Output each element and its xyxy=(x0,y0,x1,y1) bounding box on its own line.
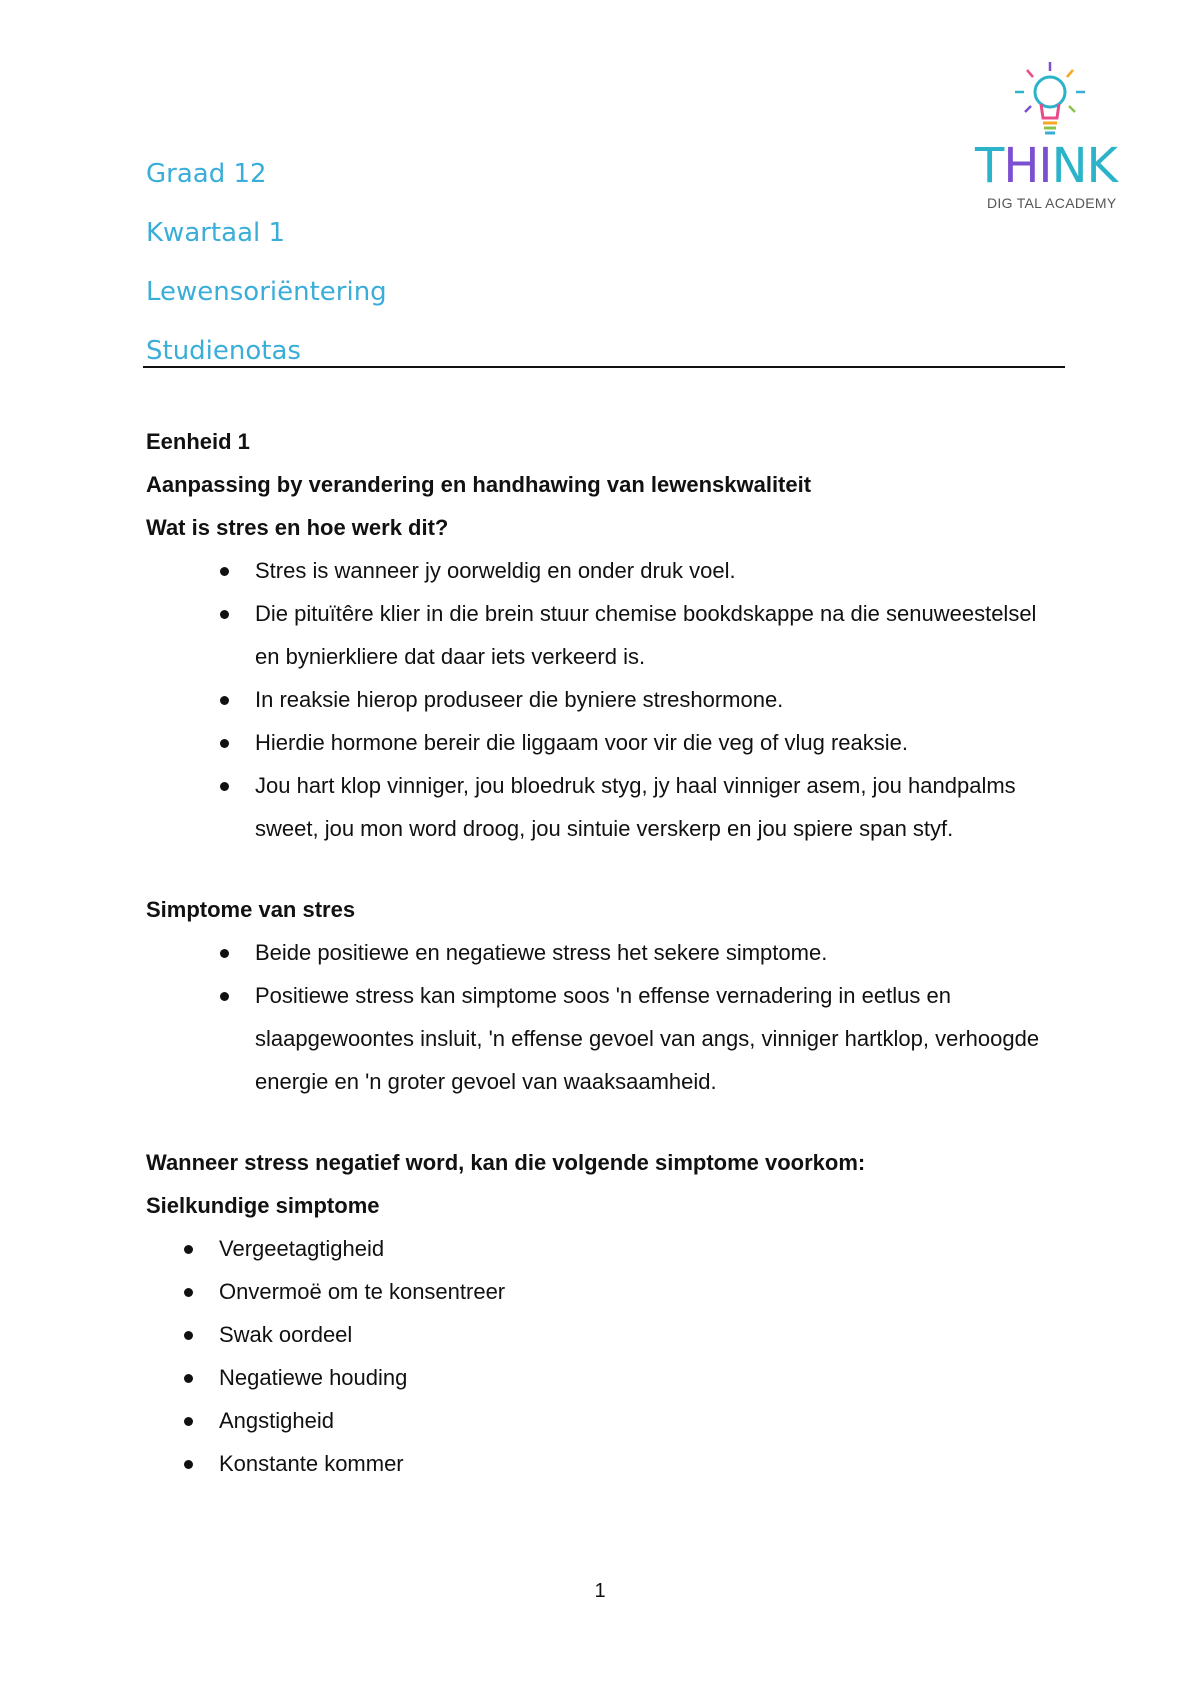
section-question: Wat is stres en hoe werk dit? xyxy=(146,515,449,540)
list-item: Stres is wanneer jy oorweldig en onder druk voel. xyxy=(146,549,1066,592)
list-item: Negatiewe houding xyxy=(146,1356,1066,1399)
unit-subtitle: Aanpassing by verandering en handhawing van lewenskwaliteit xyxy=(146,472,812,497)
header-subject: Lewensoriëntering xyxy=(146,277,387,307)
think-digital-academy-logo xyxy=(975,60,1145,220)
list-item: Angstigheid xyxy=(146,1399,1066,1442)
list-item: Jou hart klop vinniger, jou bloedruk styg, jy haal vinniger asem, jou handpalms sweet, jou mon word droog, jou sintuie verskerp en jou spiere span styf. xyxy=(146,764,1066,850)
list-item: Hierdie hormone bereir die liggaam voor vir die veg of vlug reaksie. xyxy=(146,721,1066,764)
symptoms-list xyxy=(146,931,1066,1103)
list-item: Onvermoë om te konsentreer xyxy=(146,1270,1066,1313)
negative-stress-heading: Wanneer stress negatief word, kan die volgende simptome voorkom: xyxy=(146,1150,866,1175)
header-divider xyxy=(143,366,1065,368)
list-item: Positiewe stress kan simptome soos 'n effense vernadering in eetlus en slaapgewoontes insluit, 'n effense gevoel van angs, vinniger hartklop, verhoogde energie en 'n groter gevoel van waaksaamheid. xyxy=(146,974,1066,1103)
unit-title: Eenheid 1 xyxy=(146,429,250,454)
document-header xyxy=(146,145,387,381)
list-item: Konstante kommer xyxy=(146,1442,1066,1485)
list-item: Beide positiewe en negatiewe stress het sekere simptome. xyxy=(146,931,1066,974)
header-grade: Graad 12 xyxy=(146,159,267,189)
header-term: Kwartaal 1 xyxy=(146,218,286,248)
stress-explanation-list xyxy=(146,549,1066,850)
header-doc-type: Studienotas xyxy=(146,336,301,366)
logo-subtitle: DIG TAL ACADEMY xyxy=(987,195,1117,211)
list-item: Swak oordeel xyxy=(146,1313,1066,1356)
psychological-symptoms-list xyxy=(146,1227,1066,1485)
page-number: 1 xyxy=(594,1580,606,1602)
list-item: In reaksie hierop produseer die byniere streshormone. xyxy=(146,678,1066,721)
lightbulb-icon xyxy=(975,60,1145,150)
document-body xyxy=(146,420,1066,1485)
psychological-symptoms-heading: Sielkundige simptome xyxy=(146,1193,380,1218)
list-item: Die pituïtêre klier in die brein stuur chemise bookdskappe na die senuweestelsel en bynierkliere dat daar iets verkeerd is. xyxy=(146,592,1066,678)
symptoms-heading: Simptome van stres xyxy=(146,897,356,922)
logo-wordmark: THINK xyxy=(975,138,1117,194)
list-item: Vergeetagtigheid xyxy=(146,1227,1066,1270)
